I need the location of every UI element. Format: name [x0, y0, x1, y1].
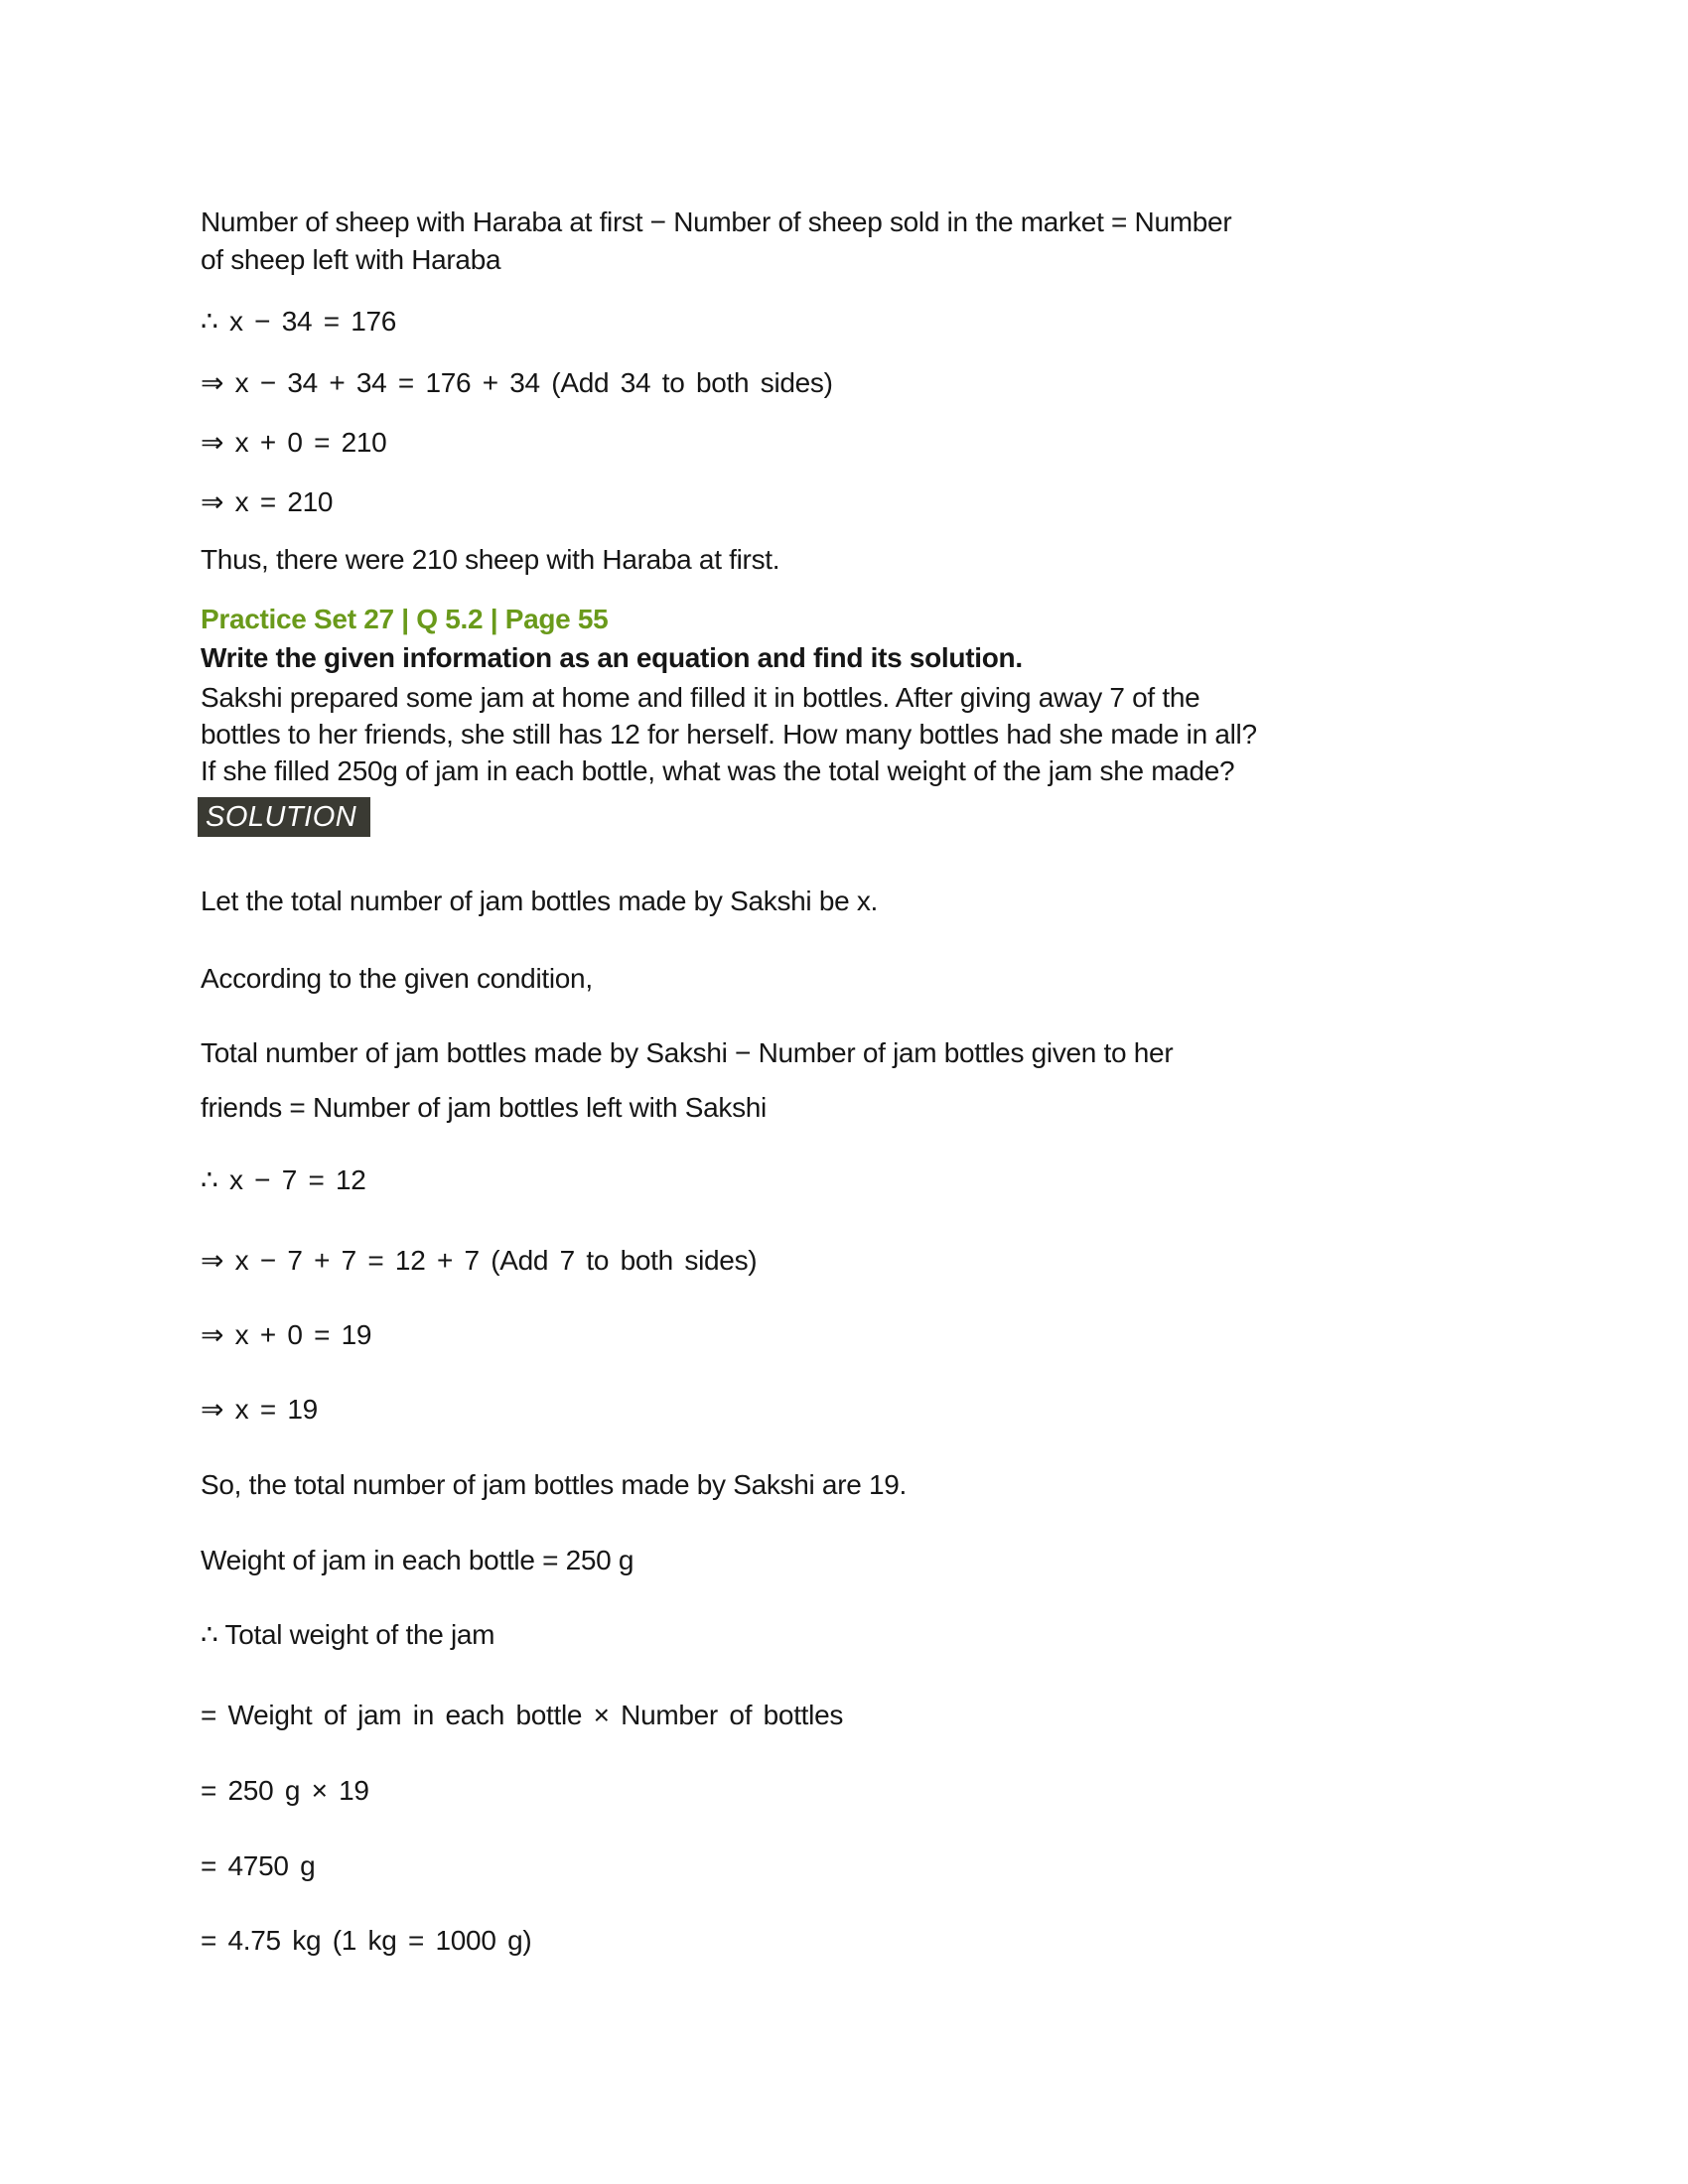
jam-statement-line-2: friends = Number of jam bottles left with Sakshi: [201, 1092, 767, 1123]
jam-weight-step-4: = 4.75 kg (1 kg = 1000 g): [201, 1925, 532, 1956]
solution-badge: SOLUTION: [198, 797, 370, 837]
jam-equation-step-1: ∴ x − 7 = 12: [201, 1164, 366, 1195]
jam-conclusion: So, the total number of jam bottles made by Sakshi are 19.: [201, 1469, 907, 1500]
sheep-equation-step-1: ∴ x − 34 = 176: [201, 306, 397, 337]
question-instruction: Write the given information as an equation and find its solution.: [201, 642, 1023, 673]
jam-weight-step-1: = Weight of jam in each bottle × Number of bottles: [201, 1700, 844, 1730]
sheep-conclusion: Thus, there were 210 sheep with Haraba at first.: [201, 544, 780, 575]
sheep-statement-line-1: Number of sheep with Haraba at first − Number of sheep sold in the market = Number: [201, 206, 1232, 237]
question-text-line-1: Sakshi prepared some jam at home and filled it in bottles. After giving away 7 of the: [201, 682, 1200, 713]
jam-equation-step-2: ⇒ x − 7 + 7 = 12 + 7 (Add 7 to both sides): [201, 1245, 758, 1276]
jam-total-weight-intro: ∴ Total weight of the jam: [201, 1619, 495, 1650]
jam-weight-step-3: = 4750 g: [201, 1850, 316, 1881]
sheep-statement-line-2: of sheep left with Haraba: [201, 244, 501, 275]
jam-condition-statement: According to the given condition,: [201, 963, 593, 994]
question-text-line-2: bottles to her friends, she still has 12 for herself. How many bottles had she made in all?: [201, 719, 1257, 750]
sheep-equation-step-2: ⇒ x − 34 + 34 = 176 + 34 (Add 34 to both sides): [201, 367, 833, 398]
jam-equation-step-4: ⇒ x = 19: [201, 1394, 318, 1425]
jam-statement-line-1: Total number of jam bottles made by Sakshi − Number of jam bottles given to her: [201, 1037, 1174, 1068]
sheep-equation-step-4: ⇒ x = 210: [201, 486, 334, 517]
question-text-line-3: If she filled 250g of jam in each bottle, what was the total weight of the jam she made?: [201, 755, 1235, 786]
jam-equation-step-3: ⇒ x + 0 = 19: [201, 1319, 372, 1350]
sheep-equation-step-3: ⇒ x + 0 = 210: [201, 427, 387, 458]
practice-set-heading: Practice Set 27 | Q 5.2 | Page 55: [201, 604, 609, 634]
jam-weight-step-2: = 250 g × 19: [201, 1775, 369, 1806]
jam-weight-per-bottle: Weight of jam in each bottle = 250 g: [201, 1545, 634, 1575]
jam-let-statement: Let the total number of jam bottles made by Sakshi be x.: [201, 886, 879, 916]
